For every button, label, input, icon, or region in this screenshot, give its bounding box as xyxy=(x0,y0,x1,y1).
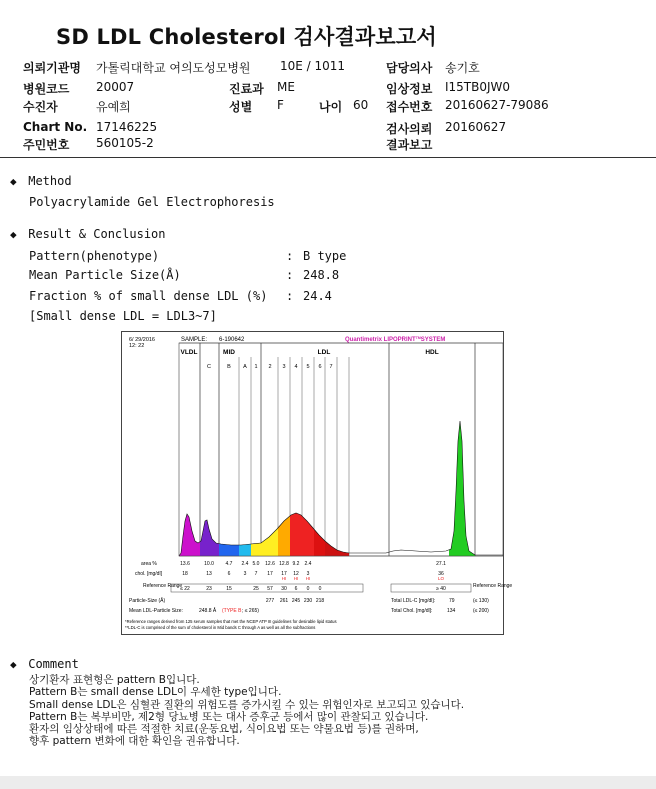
area-label: area % xyxy=(141,561,157,567)
report-label: 결과보고 xyxy=(386,138,433,152)
area-value: 4.7 xyxy=(225,561,233,567)
area-value: 27.1 xyxy=(436,561,446,567)
group-label-vldl: VLDL xyxy=(180,349,198,356)
clinical-info-label: 임상정보 xyxy=(386,82,433,96)
area-value: 9.2 xyxy=(292,561,300,567)
dept-value: ME xyxy=(277,80,295,94)
receipt-value: 20160627-79086 xyxy=(445,98,549,112)
lipoprint-chart xyxy=(121,331,513,635)
chol-value: 6 xyxy=(227,571,231,577)
comment-line: Pattern B는 small dense LDL이 우세한 type입니다. xyxy=(29,686,282,699)
total-chol-value: 134 xyxy=(447,608,456,614)
area-value: 10.0 xyxy=(204,561,214,567)
reference-value: 23 xyxy=(206,586,212,592)
band-label: 3 xyxy=(282,364,286,370)
footnote-2: **LDL-C is comprised of the sum of cholesterol in Mid bands C through A as well as all the subfractions xyxy=(125,625,316,630)
result-row-label: Fraction % of small dense LDL (%) xyxy=(29,289,268,303)
request-date-value: 20160627 xyxy=(445,120,507,134)
footnote-1: *Reference ranges derived from 125 serum samples that met the NCEP ATP III guidelines for desirable lipid status xyxy=(125,619,337,624)
chart-time: 12: 22 xyxy=(129,343,145,349)
comment-line: Pattern B는 복부비만, 제2형 당뇨병 또는 대사 증후군 등에서 많이 관찰되고 있습니다. xyxy=(29,710,429,723)
chol-value: 13 xyxy=(206,571,212,577)
area-value: 2.4 xyxy=(241,561,249,567)
reference-value: 6 xyxy=(294,586,298,592)
area-value: 12.8 xyxy=(279,561,289,567)
method-heading-text: Method xyxy=(28,174,72,188)
result-heading xyxy=(10,227,166,241)
band-label: 5 xyxy=(306,364,310,370)
band-label: 7 xyxy=(329,364,333,370)
receipt-label: 접수번호 xyxy=(386,100,433,114)
chart-date: 6/ 29/2016 xyxy=(129,337,155,343)
ward-value: 10E / 1011 xyxy=(280,59,346,73)
comment-line: Small dense LDL은 심혈관 질환의 위험도를 증가시킬 수 있는 위험인자로 보고되고 있습니다. xyxy=(29,698,465,711)
total-ldl-value: 79 xyxy=(449,598,455,604)
age-label: 나이 xyxy=(319,100,343,114)
chol-value: 3 xyxy=(243,571,247,577)
reference-value: 57 xyxy=(267,586,273,592)
group-label-ldl: LDL xyxy=(317,349,331,356)
total-chol-label: Total Chol. [mg/dl]: xyxy=(391,608,433,614)
reference-value: ≤ 22 xyxy=(180,586,190,592)
total-ldl-ref: (≤ 130) xyxy=(473,598,489,604)
header-divider xyxy=(0,157,656,158)
brand-name xyxy=(345,336,445,343)
sample-label: SAMPLE: xyxy=(181,337,208,343)
comment-line: 환자의 임상상태에 따른 적절한 치료(운동요법, 식이요법 또는 약물요법 등)를 권하며, xyxy=(29,723,419,736)
mean-size-value: 248.8 Å xyxy=(199,608,217,614)
area-value: 12.6 xyxy=(265,561,275,567)
reference-label-left: Reference Range xyxy=(143,583,183,589)
comment-line: 향후 pattern 변화에 대한 확인을 권유합니다. xyxy=(29,735,240,748)
particle-size-value: 245 xyxy=(291,598,301,604)
result-heading-text: Result & Conclusion xyxy=(28,227,166,241)
sex-label: 성별 xyxy=(229,100,253,114)
institution-value: 가톨릭대학교 여의도성모병원 xyxy=(96,61,251,75)
comment-heading xyxy=(10,657,79,671)
result-row-value: B type xyxy=(303,249,347,263)
total-chol-ref: (≤ 200) xyxy=(473,608,489,614)
flag-value: HI xyxy=(281,576,287,581)
chol-value: 3 xyxy=(306,571,310,577)
particle-size-value: 218 xyxy=(315,598,325,604)
diamond-bullet-icon: ◆ xyxy=(10,175,17,188)
brand-suffix: SYSTEM xyxy=(420,337,446,343)
group-label-mid: MID xyxy=(223,349,235,356)
result-row-label: Pattern(phenotype) xyxy=(29,249,160,263)
chart-no-label: Chart No. xyxy=(23,120,88,134)
reference-value: 15 xyxy=(226,586,232,592)
request-date-label: 검사의뢰 xyxy=(386,122,433,136)
band-label: 4 xyxy=(294,364,298,370)
patient-value: 유예희 xyxy=(96,100,131,114)
total-ldl-label: Total LDL-C [mg/dl]: xyxy=(391,598,436,604)
area-value: 2.4 xyxy=(304,561,312,567)
dept-label: 진료과 xyxy=(229,82,264,96)
institution-label: 의뢰기관명 xyxy=(23,61,81,75)
reference-value: 0 xyxy=(318,586,322,592)
chol-value: 17 xyxy=(267,571,273,577)
diamond-bullet-icon: ◆ xyxy=(10,658,17,671)
trace-fill-band xyxy=(219,544,239,556)
chol-value: 12 xyxy=(293,571,299,577)
chol-value: 7 xyxy=(254,571,258,577)
result-row-sep: : xyxy=(286,268,294,282)
chol-label: chol. [mg/dl] xyxy=(135,571,162,577)
hospital-code-label: 병원코드 xyxy=(23,82,70,96)
chart-no-value: 17146225 xyxy=(96,120,158,134)
chol-value: 17 xyxy=(281,571,287,577)
group-label-hdl: HDL xyxy=(425,349,439,356)
clinical-info-value: I15TB0JW0 xyxy=(445,80,511,94)
comment-line: 상기환자 표현형은 pattern B입니다. xyxy=(29,674,200,686)
result-row-value: 248.8 xyxy=(303,268,340,282)
result-row-sep: : xyxy=(286,289,294,303)
diamond-bullet-icon: ◆ xyxy=(10,228,17,241)
sex-value: F xyxy=(277,98,284,112)
doctor-value: 송기호 xyxy=(445,61,480,75)
result-row-value: 24.4 xyxy=(303,289,332,303)
reference-value: 0 xyxy=(306,586,310,592)
chol-value: 36 xyxy=(438,571,444,577)
hospital-code-value: 20007 xyxy=(96,80,135,94)
reference-value: 25 xyxy=(253,586,259,592)
band-label: C xyxy=(207,364,211,370)
particle-size-value: 230 xyxy=(303,598,313,604)
mean-size-label: Mean LDL-Particle Size: xyxy=(129,608,183,614)
resident-label: 주민번호 xyxy=(23,138,70,152)
particle-size-value: 261 xyxy=(279,598,289,604)
brand-text: Quantimetrix LIPOPRINT xyxy=(345,337,416,343)
page-footer-bar xyxy=(0,776,656,789)
patient-label: 수진자 xyxy=(23,100,58,114)
comment-body xyxy=(29,674,464,748)
band-label: 6 xyxy=(318,364,322,370)
trace-fill-band xyxy=(239,544,251,556)
result-note: [Small dense LDL = LDL3~7] xyxy=(29,309,217,323)
mean-size-type: (TYPE B xyxy=(222,608,242,614)
area-value: 5.0 xyxy=(252,561,260,567)
report-title: SD LDL Cholesterol 검사결과보고서 xyxy=(56,25,437,49)
resident-value: 560105-2 xyxy=(96,136,154,150)
flag-value: LO xyxy=(437,576,445,581)
band-label: B xyxy=(227,364,231,370)
particle-size-value: 277 xyxy=(265,598,275,604)
sample-id: 6-190642 xyxy=(219,337,245,343)
result-row-sep: : xyxy=(286,249,294,263)
flag-value: HI xyxy=(293,576,299,581)
particle-size-label: Particle-Size (Å) xyxy=(129,598,166,604)
result-row-label: Mean Particle Size(Å) xyxy=(29,268,181,282)
comment-heading-text: Comment xyxy=(28,657,79,671)
brand-tm: TM xyxy=(415,336,421,340)
mean-size-ref: ; ≤ 265) xyxy=(242,608,259,614)
chol-value: 18 xyxy=(182,571,188,577)
band-label: 1 xyxy=(254,364,258,370)
area-value: 13.6 xyxy=(180,561,190,567)
flag-value: HI xyxy=(305,576,311,581)
age-value: 60 xyxy=(353,98,369,112)
method-heading xyxy=(10,174,72,188)
band-label: 2 xyxy=(268,364,272,370)
doctor-label: 담당의사 xyxy=(386,61,433,75)
reference-value: 30 xyxy=(281,586,287,592)
reference-value: ≥ 40 xyxy=(436,586,446,592)
method-text: Polyacrylamide Gel Electrophoresis xyxy=(29,195,275,209)
reference-label-right: Reference Range xyxy=(473,583,513,589)
band-label: A xyxy=(243,364,247,370)
